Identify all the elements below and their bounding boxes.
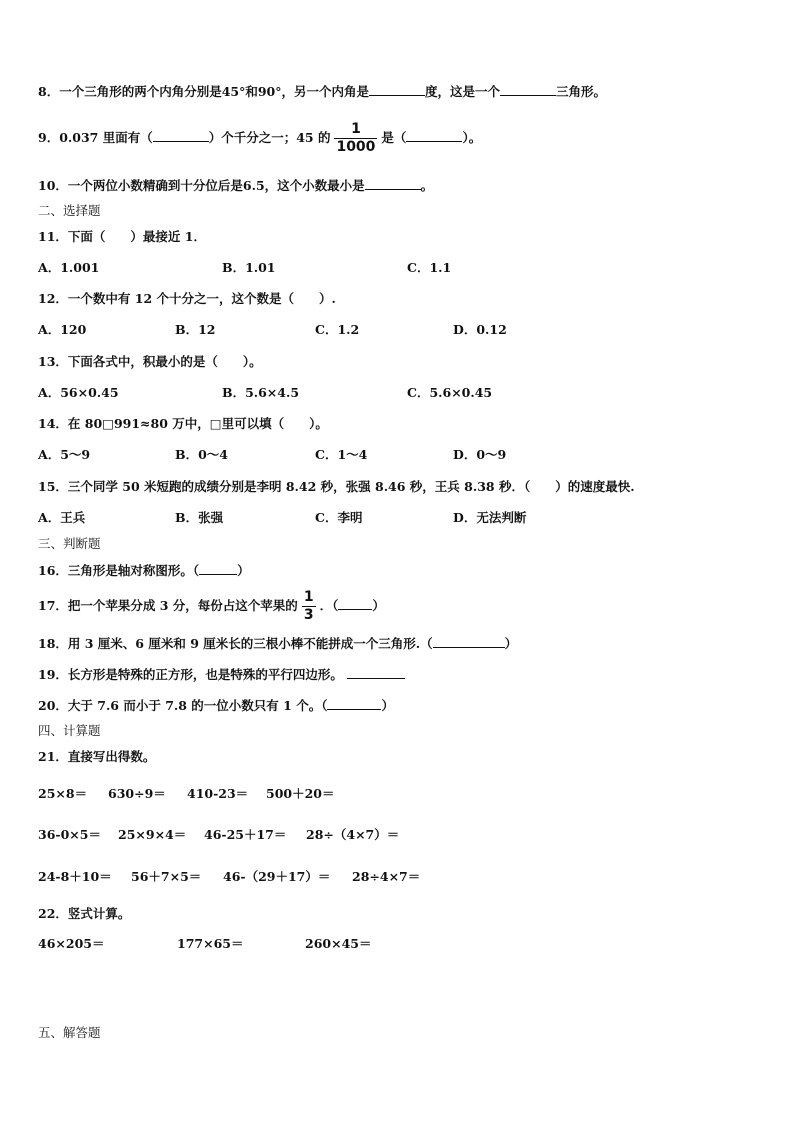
answer-blank[interactable] — [327, 697, 381, 710]
question-9: 9．0.037 里面有（ ）个千分之一；45 的 $\frac{1}{1000}$ 是（ ）。 — [38, 121, 482, 155]
option-b[interactable]: B．张强 — [175, 510, 224, 525]
calc-item: 260×45＝ — [305, 936, 372, 951]
question-22: 22．竖式计算。 — [38, 906, 131, 921]
option-d[interactable]: D．无法判断 — [453, 510, 527, 525]
option-b[interactable]: B．1.01 — [222, 260, 276, 275]
option-a[interactable]: A．王兵 — [38, 510, 86, 525]
answer-blank[interactable] — [153, 129, 209, 142]
question-15: 15．三个同学 50 米短跑的成绩分别是李明 8.42 秒，张强 8.46 秒，王兵 8.38 秒．（ ）的速度最快. — [38, 479, 635, 494]
answer-blank[interactable] — [365, 177, 421, 190]
calc-item: 46-（29＋17）＝ — [223, 869, 331, 884]
question-16: 16．三角形是轴对称图形。（ ） — [38, 563, 250, 578]
answer-blank[interactable] — [347, 666, 405, 679]
section-heading: 五、解答题 — [38, 1025, 101, 1040]
answer-blank[interactable] — [199, 562, 237, 575]
answer-blank[interactable] — [406, 129, 462, 142]
calc-item: 630÷9＝ — [108, 786, 166, 801]
answer-blank[interactable] — [369, 83, 425, 96]
calc-item: 36-0×5＝ — [38, 827, 101, 842]
question-20: 20．大于 7.6 而小于 7.8 的一位小数只有 1 个。（ ） — [38, 698, 394, 713]
fraction: $\frac{1}{3}$ — [303, 589, 314, 623]
option-d[interactable]: D．0.12 — [453, 322, 507, 337]
calc-item: 25×8＝ — [38, 786, 88, 801]
question-19: 19．长方形是特殊的正方形，也是特殊的平行四边形。 — [38, 666, 405, 683]
calc-item: 46-25＋17＝ — [204, 827, 287, 842]
option-c[interactable]: C．5.6×0.45 — [407, 385, 493, 400]
section-heading: 四、计算题 — [38, 723, 101, 738]
calc-item: 24-8＋10＝ — [38, 869, 112, 884]
option-c[interactable]: C．1.2 — [315, 322, 360, 337]
option-a[interactable]: A．1.001 — [38, 260, 100, 275]
calc-item: 25×9×4＝ — [118, 827, 187, 842]
question-18: 18．用 3 厘米、6 厘米和 9 厘米长的三根小棒不能拼成一个三角形.（ ） — [38, 636, 518, 651]
option-c[interactable]: C．李明 — [315, 510, 363, 525]
option-c[interactable]: C．1.1 — [407, 260, 452, 275]
option-b[interactable]: B．12 — [175, 322, 216, 337]
calc-item: 46×205＝ — [38, 936, 105, 951]
option-d[interactable]: D．0～9 — [453, 447, 507, 462]
calc-item: 28÷4×7＝ — [352, 869, 421, 884]
option-b[interactable]: B．5.6×4.5 — [222, 385, 300, 400]
section-heading: 三、判断题 — [38, 536, 101, 551]
section-heading: 二、选择题 — [38, 203, 101, 218]
question-14: 14．在 80□991≈80 万中，□里可以填（ ）。 — [38, 416, 328, 431]
calc-item: 410-23＝ — [187, 786, 249, 801]
calc-item: 56＋7×5＝ — [131, 869, 202, 884]
calc-item: 177×65＝ — [177, 936, 244, 951]
calc-item: 28÷（4×7）＝ — [306, 827, 400, 842]
fraction: $\frac{1}{1000}$ — [336, 121, 376, 155]
option-a[interactable]: A．120 — [38, 322, 87, 337]
question-21: 21．直接写出得数。 — [38, 749, 156, 764]
option-a[interactable]: A．56×0.45 — [38, 385, 119, 400]
answer-blank[interactable] — [433, 635, 505, 648]
question-12: 12．一个数中有 12 个十分之一，这个数是（ ）. — [38, 291, 336, 306]
question-17: 17．把一个苹果分成 3 分，每份占这个苹果的 $\frac{1}{3}$ ．（ ） — [38, 589, 385, 623]
answer-blank[interactable] — [500, 83, 556, 96]
question-11: 11．下面（ ）最接近 1． — [38, 229, 206, 244]
question-8: 8．一个三角形的两个内角分别是45°和90°，另一个内角是 度，这是一个 三角形。 — [38, 84, 607, 99]
calc-item: 500＋20＝ — [266, 786, 335, 801]
option-a[interactable]: A．5～9 — [38, 447, 91, 462]
answer-blank[interactable] — [338, 597, 372, 610]
question-10: 10．一个两位小数精确到十分位后是6.5，这个小数最小是 。 — [38, 178, 434, 193]
question-13: 13．下面各式中，积最小的是（ ）。 — [38, 354, 262, 369]
option-b[interactable]: B．0～4 — [175, 447, 228, 462]
option-c[interactable]: C．1～4 — [315, 447, 368, 462]
